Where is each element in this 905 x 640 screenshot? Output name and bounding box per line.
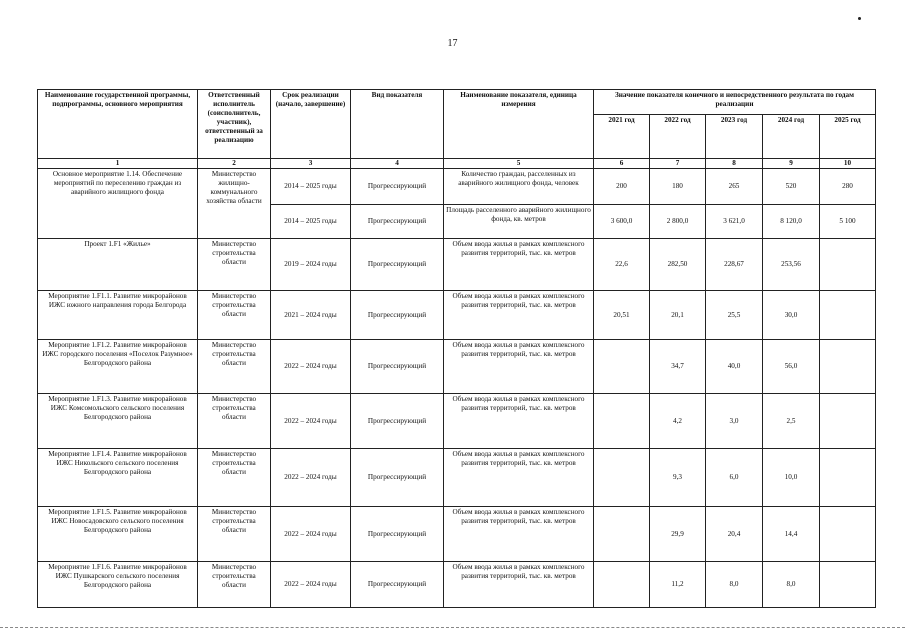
value-cell: 20,4: [706, 507, 763, 562]
program-name: Мероприятие 1.F1.2. Развитие микрорайонов ИЖС городского поселения «Поселок Разумное» Белгородского района: [38, 340, 198, 394]
program-name: Мероприятие 1.F1.1. Развитие микрорайонов ИЖС южного направления города Белгорода: [38, 291, 198, 340]
value-cell: [820, 340, 876, 394]
value-cell: 180: [650, 169, 706, 205]
value-cell: 34,7: [650, 340, 706, 394]
table-row: [38, 507, 876, 562]
header-program: Наименование государственной программы, подпрограммы, основного мероприятия: [38, 90, 198, 159]
column-number: 7: [650, 159, 706, 169]
value-cell: 8 120,0: [763, 205, 820, 239]
indicator-name: Объем ввода жилья в рамках комплексного развития территорий, тыс. кв. метров: [444, 562, 594, 608]
period-cell: 2014 – 2025 годы: [271, 205, 351, 239]
value-cell: 228,67: [706, 239, 763, 291]
period-cell: 2022 – 2024 годы: [271, 507, 351, 562]
header-period: Срок реализации (начало, завершение): [271, 90, 351, 159]
executor-name: Министерство строительства области: [198, 562, 271, 608]
value-cell: 280: [820, 169, 876, 205]
page-cut-line: [0, 627, 905, 628]
indicator-type: Прогрессирующий: [351, 291, 444, 340]
value-cell: 265: [706, 169, 763, 205]
value-cell: 29,9: [650, 507, 706, 562]
program-name: Мероприятие 1.F1.6. Развитие микрорайонов ИЖС Пушкарского сельского поселения Белгородского района: [38, 562, 198, 608]
executor-name: Министерство строительства области: [198, 291, 271, 340]
executor-name: Министерство жилищно-коммунального хозяйства области: [198, 169, 271, 239]
indicator-type: Прогрессирующий: [351, 340, 444, 394]
indicator-type: Прогрессирующий: [351, 169, 444, 205]
value-cell: 200: [594, 169, 650, 205]
value-cell: 3 600,0: [594, 205, 650, 239]
program-name: Проект 1.F1 «Жилье»: [38, 239, 198, 291]
value-cell: 22,6: [594, 239, 650, 291]
table-header: [38, 90, 876, 169]
value-cell: 8,0: [763, 562, 820, 608]
value-cell: 20,1: [650, 291, 706, 340]
value-cell: [820, 291, 876, 340]
table-row: [38, 239, 876, 291]
value-cell: 520: [763, 169, 820, 205]
value-cell: 253,56: [763, 239, 820, 291]
value-cell: [594, 562, 650, 608]
value-cell: 40,0: [706, 340, 763, 394]
indicator-name: Площадь расселенного аварийного жилищного фонда, кв. метров: [444, 205, 594, 239]
table-row: [38, 340, 876, 394]
indicator-type: Прогрессирующий: [351, 562, 444, 608]
table-body: [38, 169, 876, 608]
value-cell: 5 100: [820, 205, 876, 239]
header-year: 2021 год: [594, 115, 650, 159]
value-cell: 20,51: [594, 291, 650, 340]
executor-name: Министерство строительства области: [198, 394, 271, 449]
indicator-type: Прогрессирующий: [351, 449, 444, 507]
indicator-name: Объем ввода жилья в рамках комплексного развития территорий, тыс. кв. метров: [444, 291, 594, 340]
column-number: 3: [271, 159, 351, 169]
value-cell: 56,0: [763, 340, 820, 394]
value-cell: 2,5: [763, 394, 820, 449]
value-cell: [820, 394, 876, 449]
value-cell: 9,3: [650, 449, 706, 507]
indicator-type: Прогрессирующий: [351, 394, 444, 449]
program-name: Мероприятие 1.F1.4. Развитие микрорайонов ИЖС Никольского сельского поселения Белгородского района: [38, 449, 198, 507]
indicator-type: Прогрессирующий: [351, 507, 444, 562]
value-cell: [820, 239, 876, 291]
page-number: 17: [447, 38, 458, 49]
value-cell: 10,0: [763, 449, 820, 507]
indicator-name: Количество граждан, расселенных из аварийного жилищного фонда, человек: [444, 169, 594, 205]
executor-name: Министерство строительства области: [198, 507, 271, 562]
header-year: 2023 год: [706, 115, 763, 159]
column-number: 2: [198, 159, 271, 169]
value-cell: 2 800,0: [650, 205, 706, 239]
program-name: Мероприятие 1.F1.3. Развитие микрорайонов ИЖС Комсомольского сельского поселения Белгородского района: [38, 394, 198, 449]
header-indicator-type: Вид показателя: [351, 90, 444, 159]
value-cell: [594, 394, 650, 449]
value-cell: 8,0: [706, 562, 763, 608]
value-cell: 14,4: [763, 507, 820, 562]
header-year: 2024 год: [763, 115, 820, 159]
value-cell: [594, 507, 650, 562]
table-row: [38, 394, 876, 449]
value-cell: [820, 507, 876, 562]
indicator-name: Объем ввода жилья в рамках комплексного развития территорий, тыс. кв. метров: [444, 239, 594, 291]
column-number: 6: [594, 159, 650, 169]
program-name: Основное мероприятие 1.14. Обеспечение мероприятий по переселению граждан из аварийного жилищного фонда: [38, 169, 198, 239]
value-cell: 3 621,0: [706, 205, 763, 239]
header-executor: Ответственный исполнитель (соисполнитель, участник), ответственный за реализацию: [198, 90, 271, 159]
indicator-type: Прогрессирующий: [351, 239, 444, 291]
executor-name: Министерство строительства области: [198, 340, 271, 394]
header-indicator-name: Наименование показателя, единица измерения: [444, 90, 594, 159]
period-cell: 2021 – 2024 годы: [271, 291, 351, 340]
value-cell: [820, 449, 876, 507]
value-cell: 4,2: [650, 394, 706, 449]
indicator-name: Объем ввода жилья в рамках комплексного развития территорий, тыс. кв. метров: [444, 394, 594, 449]
period-cell: 2022 – 2024 годы: [271, 562, 351, 608]
header-values: Значение показателя конечного и непосредственного результата по годам реализации: [594, 90, 876, 115]
value-cell: 3,0: [706, 394, 763, 449]
value-cell: [594, 449, 650, 507]
indicator-name: Объем ввода жилья в рамках комплексного развития территорий, тыс. кв. метров: [444, 340, 594, 394]
period-cell: 2022 – 2024 годы: [271, 340, 351, 394]
period-cell: 2022 – 2024 годы: [271, 449, 351, 507]
header-year: 2022 год: [650, 115, 706, 159]
table-row: [38, 169, 876, 205]
indicators-table: [37, 89, 876, 608]
executor-name: Министерство строительства области: [198, 239, 271, 291]
period-cell: 2014 – 2025 годы: [271, 169, 351, 205]
table-row: [38, 449, 876, 507]
stray-mark: [858, 17, 861, 20]
value-cell: [594, 340, 650, 394]
value-cell: 25,5: [706, 291, 763, 340]
column-number: 4: [351, 159, 444, 169]
period-cell: 2019 – 2024 годы: [271, 239, 351, 291]
executor-name: Министерство строительства области: [198, 449, 271, 507]
column-number: 1: [38, 159, 198, 169]
value-cell: [820, 562, 876, 608]
column-number: 8: [706, 159, 763, 169]
column-number: 9: [763, 159, 820, 169]
indicator-name: Объем ввода жилья в рамках комплексного развития территорий, тыс. кв. метров: [444, 507, 594, 562]
indicator-type: Прогрессирующий: [351, 205, 444, 239]
table-row: [38, 562, 876, 608]
header-year: 2025 год: [820, 115, 876, 159]
value-cell: 282,50: [650, 239, 706, 291]
value-cell: 11,2: [650, 562, 706, 608]
column-number: 10: [820, 159, 876, 169]
value-cell: 6,0: [706, 449, 763, 507]
table-row: [38, 291, 876, 340]
value-cell: 30,0: [763, 291, 820, 340]
column-number: 5: [444, 159, 594, 169]
period-cell: 2022 – 2024 годы: [271, 394, 351, 449]
indicator-name: Объем ввода жилья в рамках комплексного развития территорий, тыс. кв. метров: [444, 449, 594, 507]
program-name: Мероприятие 1.F1.5. Развитие микрорайонов ИЖС Новосадовского сельского поселения Белгородского района: [38, 507, 198, 562]
